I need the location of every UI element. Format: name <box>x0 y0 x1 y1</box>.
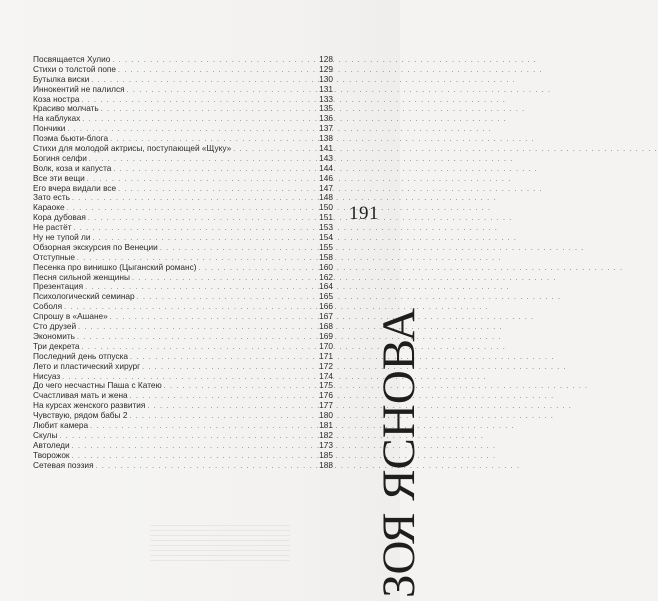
toc-entry-page: 135 <box>319 103 333 114</box>
toc-entry-page: 129 <box>319 63 333 74</box>
toc-entry-page: 180 <box>319 410 333 421</box>
toc-dot-leader <box>164 382 318 392</box>
toc-entry <box>33 114 333 124</box>
author-name-vertical: ЗОЯ ЯСНОВА <box>373 307 425 598</box>
toc-entry-page: 151 <box>319 212 333 223</box>
toc-entry <box>33 322 333 332</box>
toc-entry-page: 173 <box>319 439 333 450</box>
toc-entry-title: Сетевая поэзия <box>33 459 94 470</box>
toc-entry-title: До чего несчастны Паша с Катею <box>33 380 162 391</box>
toc-entry-page: 131 <box>319 83 333 94</box>
toc-entry-page: 154 <box>319 232 333 243</box>
toc-entry-page: 171 <box>319 350 333 361</box>
toc-entry-title: Психологический семинар <box>33 291 135 302</box>
toc-dot-leader <box>96 462 319 472</box>
toc-entry-title: Караоке <box>33 202 65 213</box>
toc-dot-leader <box>130 353 318 363</box>
toc-entry-page: 155 <box>319 241 333 252</box>
toc-entry-title: Отступные <box>33 251 76 262</box>
toc-entry <box>33 421 333 431</box>
toc-entry-page: 138 <box>319 133 333 144</box>
toc-entry-page: 141 <box>319 143 333 154</box>
toc-dot-leader <box>113 165 318 175</box>
toc-entry-title: На курсах женского развития <box>33 400 146 411</box>
toc-dot-leader <box>118 66 318 76</box>
toc-entry-page: 144 <box>319 162 333 173</box>
toc-entry-title: Его вчера видали все <box>33 182 117 193</box>
toc-entry-title: Пончики <box>33 123 66 134</box>
toc-dot-leader <box>81 96 318 106</box>
toc-dot-leader <box>112 56 318 66</box>
toc-entry <box>33 292 333 302</box>
toc-entry-title: Сто друзей <box>33 321 77 332</box>
toc-entry-title: Обзорная экскурсия по Венеции <box>33 241 158 252</box>
toc-entry-title: Три декрета <box>33 340 80 351</box>
toc-entry-title: Все эти вещи <box>33 172 85 183</box>
toc-dot-leader <box>67 204 319 214</box>
toc-entry-page: 182 <box>319 429 333 440</box>
toc-entry-page: 150 <box>319 202 333 213</box>
toc-dot-leader <box>101 105 318 115</box>
toc-dot-leader <box>137 293 319 303</box>
toc-entry-title: Лето и пластический хирург <box>33 360 141 371</box>
table-of-contents <box>33 55 333 470</box>
toc-entry-page: 175 <box>319 380 333 391</box>
toc-entry-page: 176 <box>319 390 333 401</box>
toc-dot-leader <box>72 452 319 462</box>
toc-entry <box>33 431 333 441</box>
toc-entry-page: 148 <box>319 192 333 203</box>
toc-dot-leader <box>233 145 318 155</box>
toc-entry-title: Кора дубовая <box>33 212 86 223</box>
toc-entry-page: 174 <box>319 370 333 381</box>
toc-entry-title: Последний день отпуска <box>33 350 129 361</box>
toc-dot-leader <box>78 323 318 333</box>
toc-dot-leader <box>129 412 318 422</box>
toc-entry-title: Скулы <box>33 429 58 440</box>
toc-entry-page: 136 <box>319 113 333 124</box>
toc-dot-leader <box>132 274 318 284</box>
toc-entry-page: 166 <box>319 301 333 312</box>
toc-entry-page: 158 <box>319 251 333 262</box>
toc-entry-title: На каблуках <box>33 113 81 124</box>
toc-dot-leader <box>74 224 319 234</box>
toc-entry-title: Ну не тупой ли <box>33 232 91 243</box>
toc-dot-leader <box>90 422 318 432</box>
toc-dot-leader <box>72 194 318 204</box>
toc-entry-title: Любит камера <box>33 419 89 430</box>
toc-entry-title: Экономить <box>33 330 75 341</box>
toc-dot-leader <box>160 244 318 254</box>
toc-entry-page: 146 <box>319 172 333 183</box>
toc-dot-leader <box>72 442 319 452</box>
toc-entry <box>33 184 333 194</box>
toc-entry-page: 130 <box>319 73 333 84</box>
toc-entry-title: Поэма бьюти-блога <box>33 133 109 144</box>
toc-dot-leader <box>77 333 318 343</box>
toc-entry <box>33 243 333 253</box>
toc-entry-title: Соболя <box>33 301 63 312</box>
toc-entry <box>33 362 333 372</box>
toc-entry-page: 128 <box>319 54 333 64</box>
toc-entry-page: 188 <box>319 459 333 470</box>
toc-entry-title: Посвящается Хулио <box>33 54 111 64</box>
toc-entry-title: Волк, коза и капуста <box>33 162 112 173</box>
toc-entry-title: Стихи для молодой актрисы, поступающей «Щуку» <box>33 143 232 154</box>
toc-dot-leader <box>142 363 318 373</box>
toc-entry-title: Презентация <box>33 281 84 292</box>
toc-entry-page: 177 <box>319 400 333 411</box>
toc-entry <box>33 461 333 471</box>
show-through-text <box>150 525 290 565</box>
toc-dot-leader <box>89 155 318 165</box>
page-number: 191 <box>349 203 379 224</box>
toc-dot-leader <box>110 313 318 323</box>
toc-dot-leader <box>118 185 318 195</box>
toc-entry-title: Автоледи <box>33 439 70 450</box>
toc-entry-title: Счастливая мать и жена <box>33 390 128 401</box>
toc-entry-title: Иннокентий не палился <box>33 83 125 94</box>
toc-dot-leader <box>82 115 318 125</box>
toc-entry-title: Коза ностра <box>33 93 80 104</box>
toc-entry-title: Творожок <box>33 449 70 460</box>
toc-entry <box>33 312 333 322</box>
toc-dot-leader <box>147 402 318 412</box>
toc-entry-page: 185 <box>319 449 333 460</box>
toc-dot-leader <box>130 392 318 402</box>
toc-entry-page: 170 <box>319 340 333 351</box>
toc-entry-title: Спрошу в «Ашане» <box>33 311 108 322</box>
toc-dot-leader <box>88 214 318 224</box>
toc-entry-page: 162 <box>319 271 333 282</box>
toc-entry-page: 147 <box>319 182 333 193</box>
toc-entry-title: Стихи о толстой попе <box>33 63 117 74</box>
toc-entry-title: Песенка про винишко (Цыганский романс) <box>33 261 197 272</box>
toc-entry <box>33 213 333 223</box>
toc-entry-page: 168 <box>319 321 333 332</box>
toc-entry-page: 169 <box>319 330 333 341</box>
toc-entry-title: Песня сильной женщины <box>33 271 130 282</box>
toc-dot-leader <box>87 175 318 185</box>
toc-entry-title: Зато есть <box>33 192 70 203</box>
toc-entry-title: Бутылка виски <box>33 73 90 84</box>
toc-entry-title: Богиня селфи <box>33 152 87 163</box>
toc-entry-page: 137 <box>319 123 333 134</box>
toc-entry-title: Не растёт <box>33 222 72 233</box>
toc-dot-leader <box>127 86 319 96</box>
toc-entry-page: 160 <box>319 261 333 272</box>
toc-entry-page: 153 <box>319 222 333 233</box>
toc-entry-page: 133 <box>319 93 333 104</box>
toc-entry-page: 165 <box>319 291 333 302</box>
toc-dot-leader <box>60 432 319 442</box>
toc-entry-title: Чувствую, рядом бабы 2 <box>33 410 128 421</box>
toc-entry <box>33 441 333 451</box>
toc-entry <box>33 193 333 203</box>
toc-entry-title: Красиво молчать <box>33 103 99 114</box>
toc-entry-title: Нисуаз <box>33 370 61 381</box>
toc-entry-page: 164 <box>319 281 333 292</box>
toc-entry-page: 167 <box>319 311 333 322</box>
toc-entry-page: 172 <box>319 360 333 371</box>
toc-dot-leader <box>199 264 319 274</box>
toc-entry-page: 143 <box>319 152 333 163</box>
toc-entry-page: 181 <box>319 419 333 430</box>
